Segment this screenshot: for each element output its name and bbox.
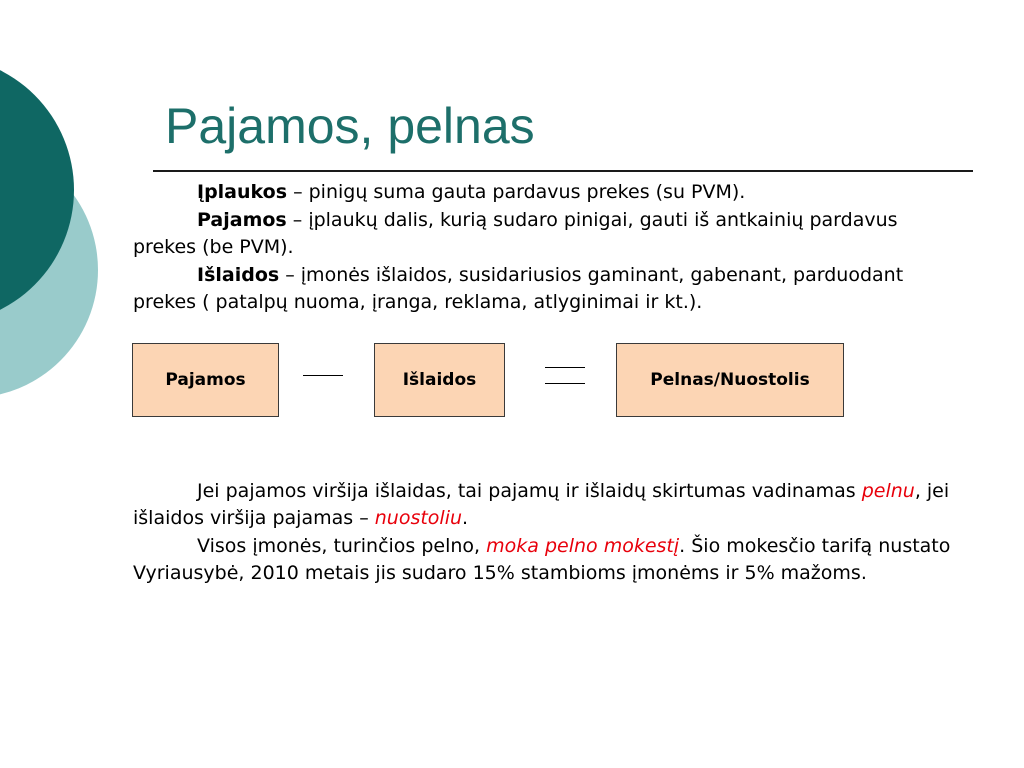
formula-box-pajamos	[132, 343, 279, 417]
slide-title: Pajamos, pelnas	[165, 98, 535, 154]
paragraph-tax	[133, 533, 963, 587]
equals-sign-top	[545, 367, 585, 368]
definition-islaidos-text: – įmonės išlaidos, susidariusios gaminant, gabenant, parduodant prekes ( patalpų nuoma, įranga, reklama, atlyginimai ir kt.).	[133, 264, 904, 313]
minus-sign	[303, 375, 343, 376]
definition-islaidos	[133, 262, 963, 316]
decorative-circles	[0, 0, 110, 420]
explanation-block	[133, 478, 963, 588]
formula-label-islaidos: Išlaidos	[402, 370, 477, 390]
definition-pajamos	[133, 207, 963, 261]
paragraph-tax-part1: Visos įmonės, turinčios pelno,	[197, 535, 487, 557]
definition-pajamos-text: – įplaukų dalis, kurią sudaro pinigai, gauti iš antkainių pardavus prekes (be PVM).	[133, 209, 898, 258]
highlight-pelnu: pelnu	[861, 480, 915, 502]
equals-sign-bottom	[545, 383, 585, 384]
term-pajamos: Pajamos	[197, 209, 287, 231]
paragraph-tax-part2: . Šio mokesčio tarifą nustato Vyriausybė, 2010 metais jis sudaro 15% stambioms įmonėms ir 5% mažoms.	[133, 535, 951, 584]
formula-box-islaidos	[374, 343, 505, 417]
definitions-block	[133, 179, 963, 317]
highlight-moka-pelno-mokesti: moka pelno mokestį	[486, 535, 680, 557]
formula-box-pelnas-nuostolis	[616, 343, 844, 417]
term-islaidos: Išlaidos	[197, 264, 280, 286]
paragraph-profit-loss-part2: , jei išlaidos viršija pajamas –	[133, 480, 950, 529]
formula-label-pelnas-nuostolis: Pelnas/Nuostolis	[650, 370, 810, 390]
title-underline	[153, 170, 973, 172]
definition-iplaukos	[133, 179, 963, 206]
paragraph-profit-loss-part1: Jei pajamos viršija išlaidas, tai pajamų ir išlaidų skirtumas vadinamas	[197, 480, 862, 502]
paragraph-profit-loss	[133, 478, 963, 532]
definition-iplaukos-text: – pinigų suma gauta pardavus prekes (su PVM).	[287, 181, 746, 203]
term-iplaukos: Įplaukos	[197, 181, 288, 203]
highlight-nuostoliu: nuostoliu	[374, 507, 463, 529]
paragraph-profit-loss-part3: .	[462, 507, 469, 529]
formula-label-pajamos: Pajamos	[165, 370, 246, 390]
